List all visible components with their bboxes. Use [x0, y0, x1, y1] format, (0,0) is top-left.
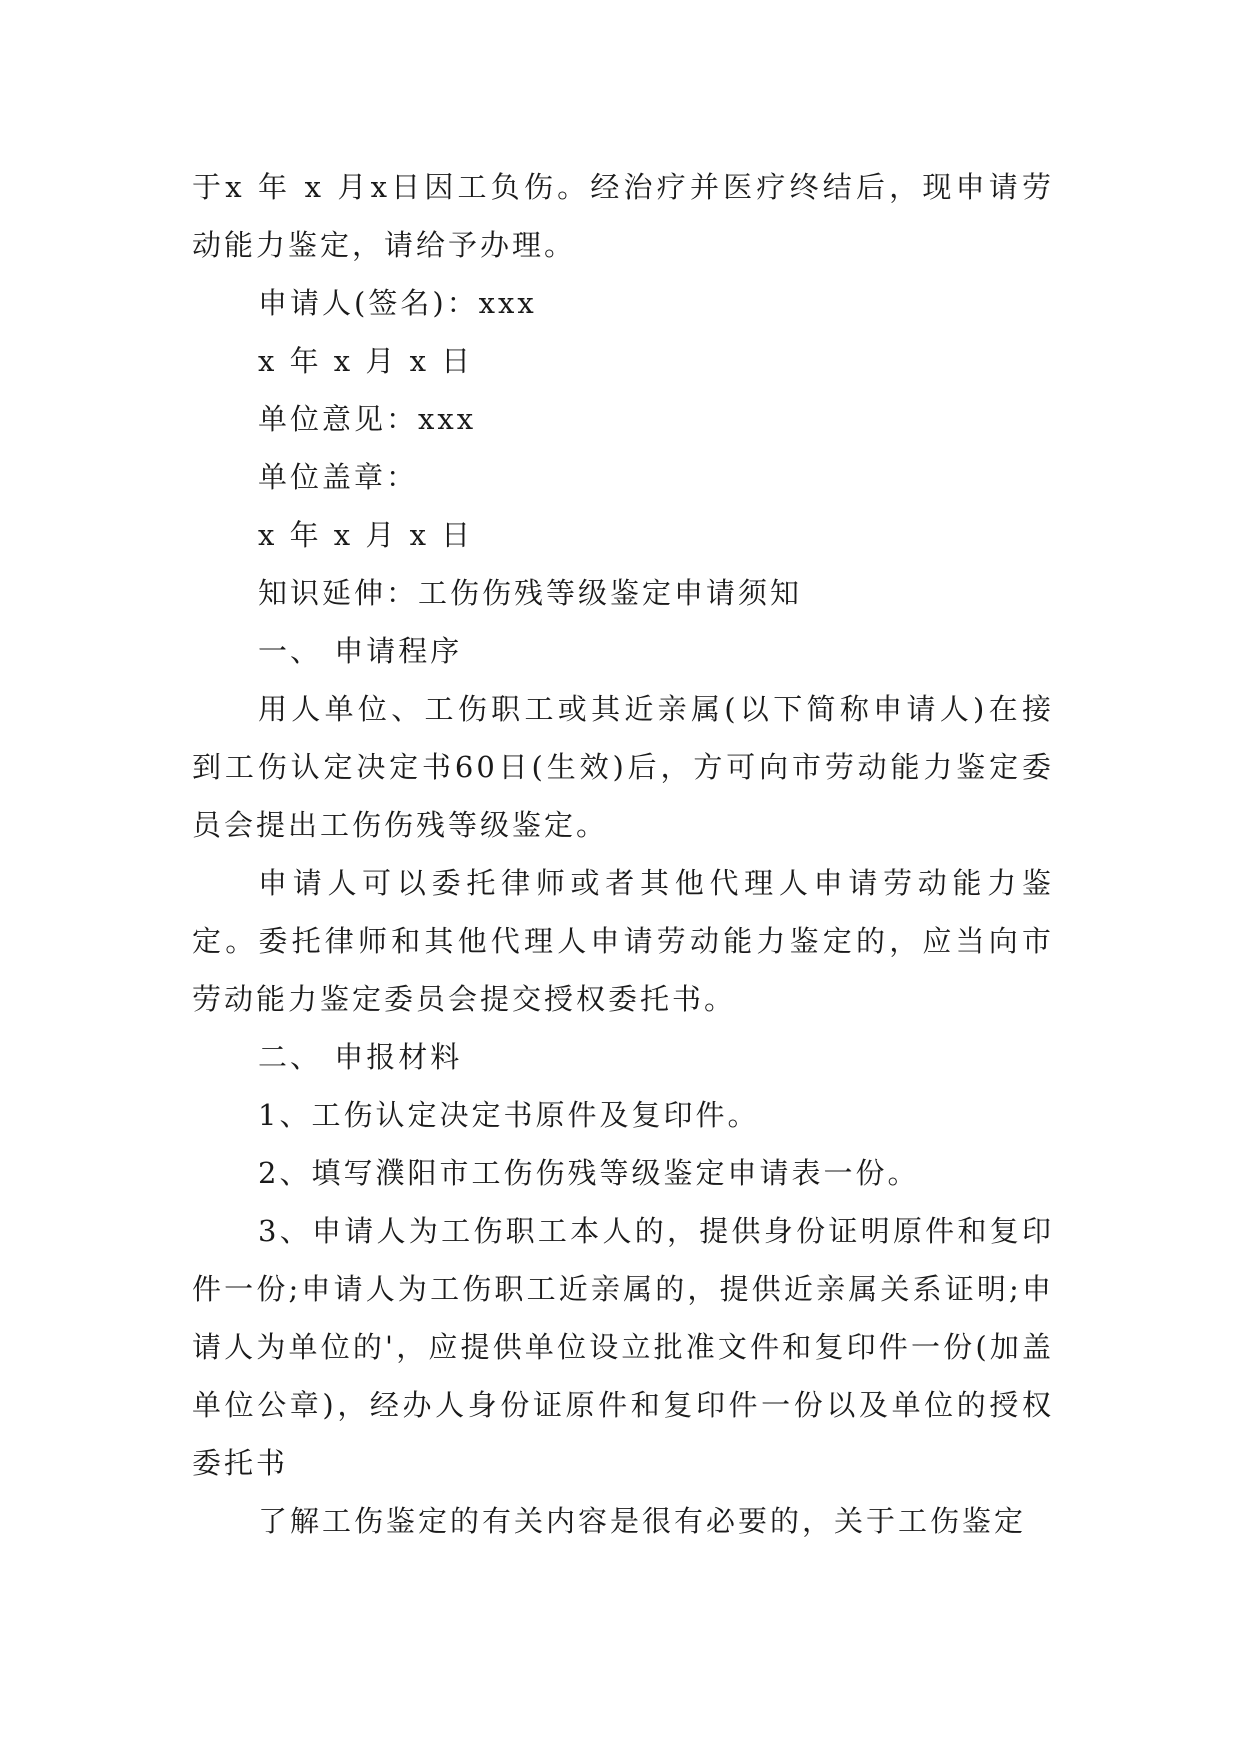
paragraph-procedure: 用人单位、工伤职工或其近亲属(以下简称申请人)在接到工伤认定决定书60日(生效)后，方可向市劳动能力鉴定委员会提出工伤伤残等级鉴定。	[192, 692, 1054, 842]
section-heading-materials: 二、 申报材料	[258, 1040, 463, 1074]
paragraph-closing: 了解工伤鉴定的有关内容是很有必要的，关于工伤鉴定	[258, 1504, 1027, 1538]
section-heading-knowledge: 知识延伸：工伤伤残等级鉴定申请须知	[258, 576, 803, 610]
document-body	[192, 158, 1054, 1550]
unit-opinion-line: 单位意见：xxx	[258, 402, 477, 436]
unit-seal-line: 单位盖章：	[258, 460, 419, 494]
list-item-material-3: 3、申请人为工伤职工本人的，提供身份证明原件和复印件一份;申请人为工伤职工近亲属的，提供近亲属关系证明;申请人为单位的'，应提供单位设立批准文件和复印件一份(加盖单位公章)，经办人身份证原件和复印件一份以及单位的授权委托书	[192, 1214, 1054, 1480]
applicant-signature-line: 申请人(签名)：xxx	[258, 286, 537, 320]
list-item-material-2: 2、填写濮阳市工伤伤残等级鉴定申请表一份。	[258, 1156, 920, 1190]
unit-date-line: x 年 x 月 x 日	[258, 518, 474, 552]
paragraph-injury-statement: 于x 年 x 月x日因工负伤。经治疗并医疗终结后，现申请劳动能力鉴定，请给予办理。	[192, 170, 1054, 262]
applicant-date-line: x 年 x 月 x 日	[258, 344, 474, 378]
list-item-material-1: 1、工伤认定决定书原件及复印件。	[258, 1098, 760, 1132]
section-heading-procedure: 一、 申请程序	[258, 634, 463, 668]
paragraph-agent: 申请人可以委托律师或者其他代理人申请劳动能力鉴定。委托律师和其他代理人申请劳动能力鉴定的，应当向市劳动能力鉴定委员会提交授权委托书。	[192, 866, 1054, 1016]
